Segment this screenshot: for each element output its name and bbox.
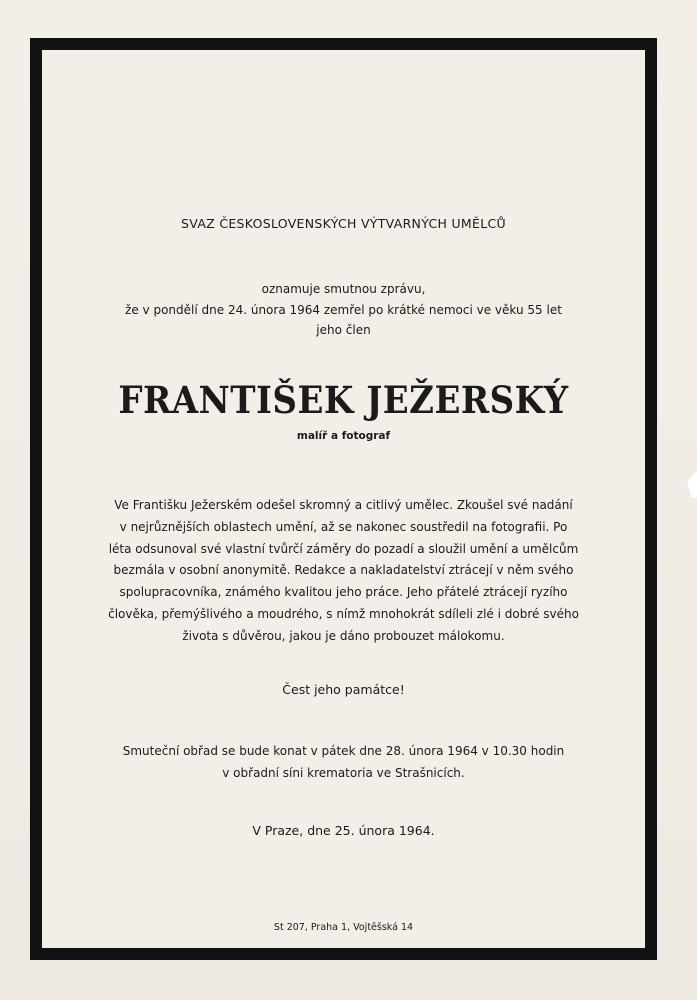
announcement bbox=[42, 279, 645, 341]
announcement-line: oznamuje smutnou zprávu, bbox=[261, 282, 426, 296]
printer-imprint: St 207, Praha 1, Vojtěšská 14 bbox=[273, 922, 414, 933]
notice-content bbox=[42, 50, 645, 948]
tribute-line: Čest jeho památce! bbox=[282, 682, 405, 697]
funeral-line: Smuteční obřad se bude konat v pátek dne 28. února 1964 v 10.30 hodin bbox=[122, 744, 565, 758]
obituary-line: Ve Františku Ježerském odešel skromný a citlivý umělec. Zkoušel své nadání bbox=[114, 498, 573, 512]
deceased-profession: malíř a fotograf bbox=[296, 430, 391, 442]
obituary-line: léta odsunoval své vlastní tvůrčí záměry do pozadí a sloužil umění a umělcům bbox=[108, 541, 579, 556]
announcement-line: že v pondělí dne 24. února 1964 zemřel po krátké nemoci ve věku 55 let bbox=[125, 302, 562, 317]
deceased-name: FRANTIŠEK JEŽERSKÝ bbox=[118, 378, 569, 422]
obituary-line: života s důvěrou, jakou je dáno probouzet málokomu. bbox=[182, 628, 505, 643]
funeral-line: v obřadní síni krematoria ve Strašnicích. bbox=[222, 766, 465, 780]
obituary-line: v nejrůznějších oblastech umění, až se nakonec soustředil na fotografii. Po bbox=[119, 519, 568, 534]
obituary-line: bezmála v osobní anonymitě. Redakce a nakladatelství ztrácejí v něm svého bbox=[113, 563, 574, 578]
obituary-line: spolupracovníka, známého kvalitou jeho práce. Jeho přátelé ztrácejí ryzího bbox=[119, 585, 568, 600]
obituary-line: člověka, přemýšlivého a moudrého, s nímž mnohokrát sdíleli zlé i dobré svého bbox=[108, 606, 579, 621]
announcement-line: jeho člen bbox=[316, 323, 371, 337]
place-and-date: V Praze, dne 25. února 1964. bbox=[252, 823, 435, 838]
paper-tear bbox=[683, 470, 697, 498]
organization-name: SVAZ ČESKOSLOVENSKÝCH VÝTVARNÝCH UMĚLCŮ bbox=[181, 216, 506, 231]
funeral-info bbox=[42, 740, 645, 784]
obituary-text bbox=[42, 495, 645, 648]
